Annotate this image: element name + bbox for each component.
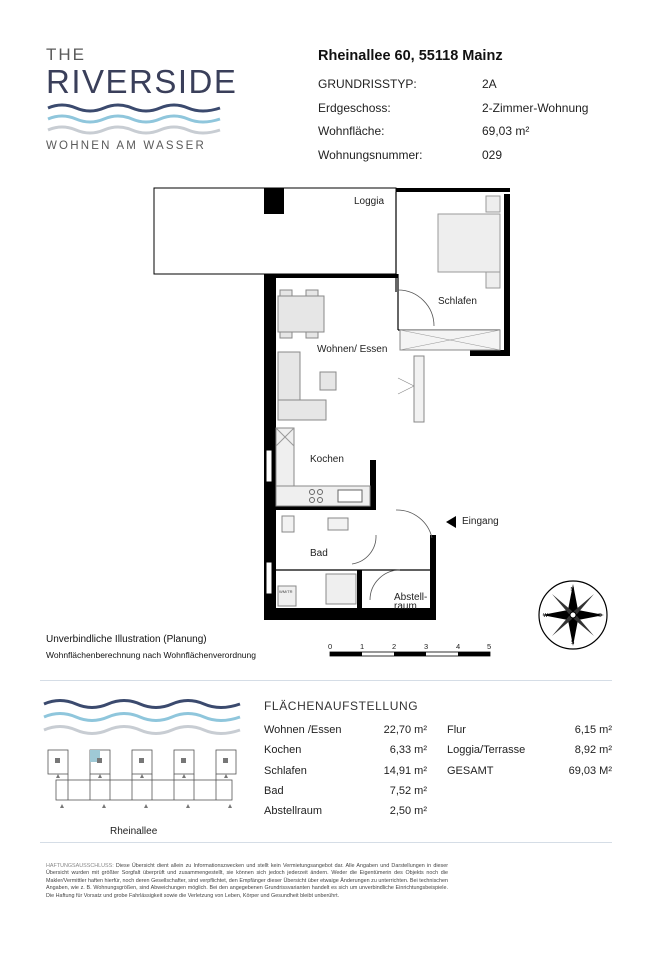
scale-label: 3 <box>424 642 429 651</box>
loggia-column <box>264 188 284 214</box>
toilet <box>282 516 294 532</box>
area-name: Schlafen <box>264 764 307 777</box>
area-name: Abstellraum <box>264 805 323 818</box>
area-table-left <box>264 720 427 821</box>
info-row <box>318 124 618 148</box>
compass-n: N <box>570 587 575 593</box>
area-row <box>264 781 427 801</box>
tv-unit <box>414 356 424 422</box>
disclaimer-heading: HAFTUNGSAUSSCHLUSS: <box>46 863 114 869</box>
area-name: Flur <box>447 724 466 737</box>
door-entry <box>396 510 432 538</box>
area-value: 69,03 M² <box>568 764 612 777</box>
area-value: 7,52 m² <box>389 785 427 798</box>
area-row <box>264 761 427 781</box>
info-row <box>318 148 618 172</box>
info-value: 2A <box>482 77 497 91</box>
scale-label: 4 <box>456 642 461 651</box>
label-schlafen: Schlafen <box>438 296 477 307</box>
illustration-note: Unverbindliche Illustration (Planung) <box>46 634 207 645</box>
door-bad <box>352 535 376 564</box>
site-plan <box>42 744 248 824</box>
logo-the: THE <box>46 45 86 64</box>
logo-tagline: WOHNEN AM WASSER <box>46 140 207 152</box>
logo-name: RIVERSIDE <box>46 63 238 100</box>
scale-bar <box>324 640 500 662</box>
disclaimer <box>46 863 448 900</box>
door-schlafen <box>398 290 434 326</box>
area-row <box>447 720 612 740</box>
floor-plan <box>140 180 530 630</box>
info-label: Erdgeschoss: <box>318 100 391 115</box>
area-row <box>264 720 427 740</box>
info-value: 69,03 m² <box>482 124 530 138</box>
label-abstell-1: Abstell- <box>394 592 428 603</box>
area-value: 6,33 m² <box>389 744 427 757</box>
divider-top <box>40 680 612 681</box>
scale-label: 2 <box>392 642 397 651</box>
area-name: Bad <box>264 785 284 798</box>
area-value: 22,70 m² <box>383 724 427 737</box>
area-value: 2,50 m² <box>389 805 427 818</box>
disclaimer-text: Diese Übersicht dient allein zu Informationszwecken und stellt kein Vermietungsangebot dar. Alle Angaben und Darstellungen in dieser Übersicht wurden mit größter Sorgfalt überprüft und zusammengestellt, sie können sich jedoch jederzeit ändern. Weder die Eigentümerin des Objekts noch die Makler/Vermittler haften hierfür, noch deren Gesellschafter, sind verpflichtet, den Empfänger dieser Übersicht über etwaige Änderungen zu unterrichten. Bei technischen Angaben, wie z. B. Wohnungsgrößen, sind Abweichungen möglich. Bei den angegebenen Grundrissvarianten handelt es sich um unverbindliche Einrichtungsbeispiele. Die Haftung für Vorsatz und grobe Fahrlässigkeit sowie die Verletzung von Leben, Körper und Gesundheit bleibt unberührt. <box>46 863 448 899</box>
area-name: GESAMT <box>447 764 494 777</box>
logo-waves <box>46 102 222 138</box>
calculation-note: Wohnflächenberechnung nach Wohnflächenverordnung <box>46 650 256 660</box>
area-row <box>447 761 612 781</box>
area-name: Wohnen /Essen <box>264 724 342 737</box>
scale-label: 0 <box>328 642 333 651</box>
info-row <box>318 101 618 125</box>
area-table-title: FLÄCHENAUFSTELLUNG <box>264 699 419 713</box>
info-label: Wohnungsnummer: <box>318 147 423 162</box>
unit-info-table <box>318 77 618 171</box>
label-bad: Bad <box>310 548 328 559</box>
washbasin <box>328 518 348 530</box>
info-value: 2-Zimmer-Wohnung <box>482 100 589 115</box>
window-bad <box>266 562 272 594</box>
street-label: Rheinallee <box>110 826 158 837</box>
entry-arrow-icon <box>446 516 456 528</box>
coffee-table <box>320 372 336 390</box>
area-row <box>264 740 427 760</box>
area-value: 6,15 m² <box>574 724 612 737</box>
compass-s: S <box>571 640 575 646</box>
area-row <box>447 740 612 760</box>
area-value: 14,91 m² <box>383 764 427 777</box>
scale-label: 5 <box>487 642 492 651</box>
compass-o: O <box>598 613 602 619</box>
area-table-right <box>447 720 612 781</box>
shower <box>326 574 356 604</box>
divider-bottom <box>40 842 612 843</box>
window-kitchen <box>266 450 272 482</box>
compass-icon <box>536 578 610 652</box>
info-value: 029 <box>482 147 503 162</box>
area-name: Kochen <box>264 744 302 757</box>
label-wohnen: Wohnen/ Essen <box>317 344 388 355</box>
compass-w: W <box>543 613 548 619</box>
area-value: 8,92 m² <box>574 744 612 757</box>
mini-logo-waves <box>42 696 242 736</box>
label-wmtr: WM/TR <box>279 589 293 594</box>
bed <box>438 214 500 272</box>
label-kochen: Kochen <box>310 454 344 465</box>
label-eingang: Eingang <box>462 516 499 527</box>
info-row <box>318 77 618 101</box>
label-abstell-2: raum <box>394 601 417 612</box>
label-loggia: Loggia <box>354 196 385 207</box>
scale-label: 1 <box>360 642 365 651</box>
address: Rheinallee 60, 55118 Mainz <box>318 48 503 64</box>
info-label: Wohnfläche: <box>318 124 385 138</box>
area-name: Loggia/Terrasse <box>447 744 526 757</box>
logo <box>46 45 238 152</box>
dining-table <box>278 296 324 332</box>
info-label: GRUNDRISSTYP: <box>318 77 417 91</box>
area-row <box>264 801 427 821</box>
